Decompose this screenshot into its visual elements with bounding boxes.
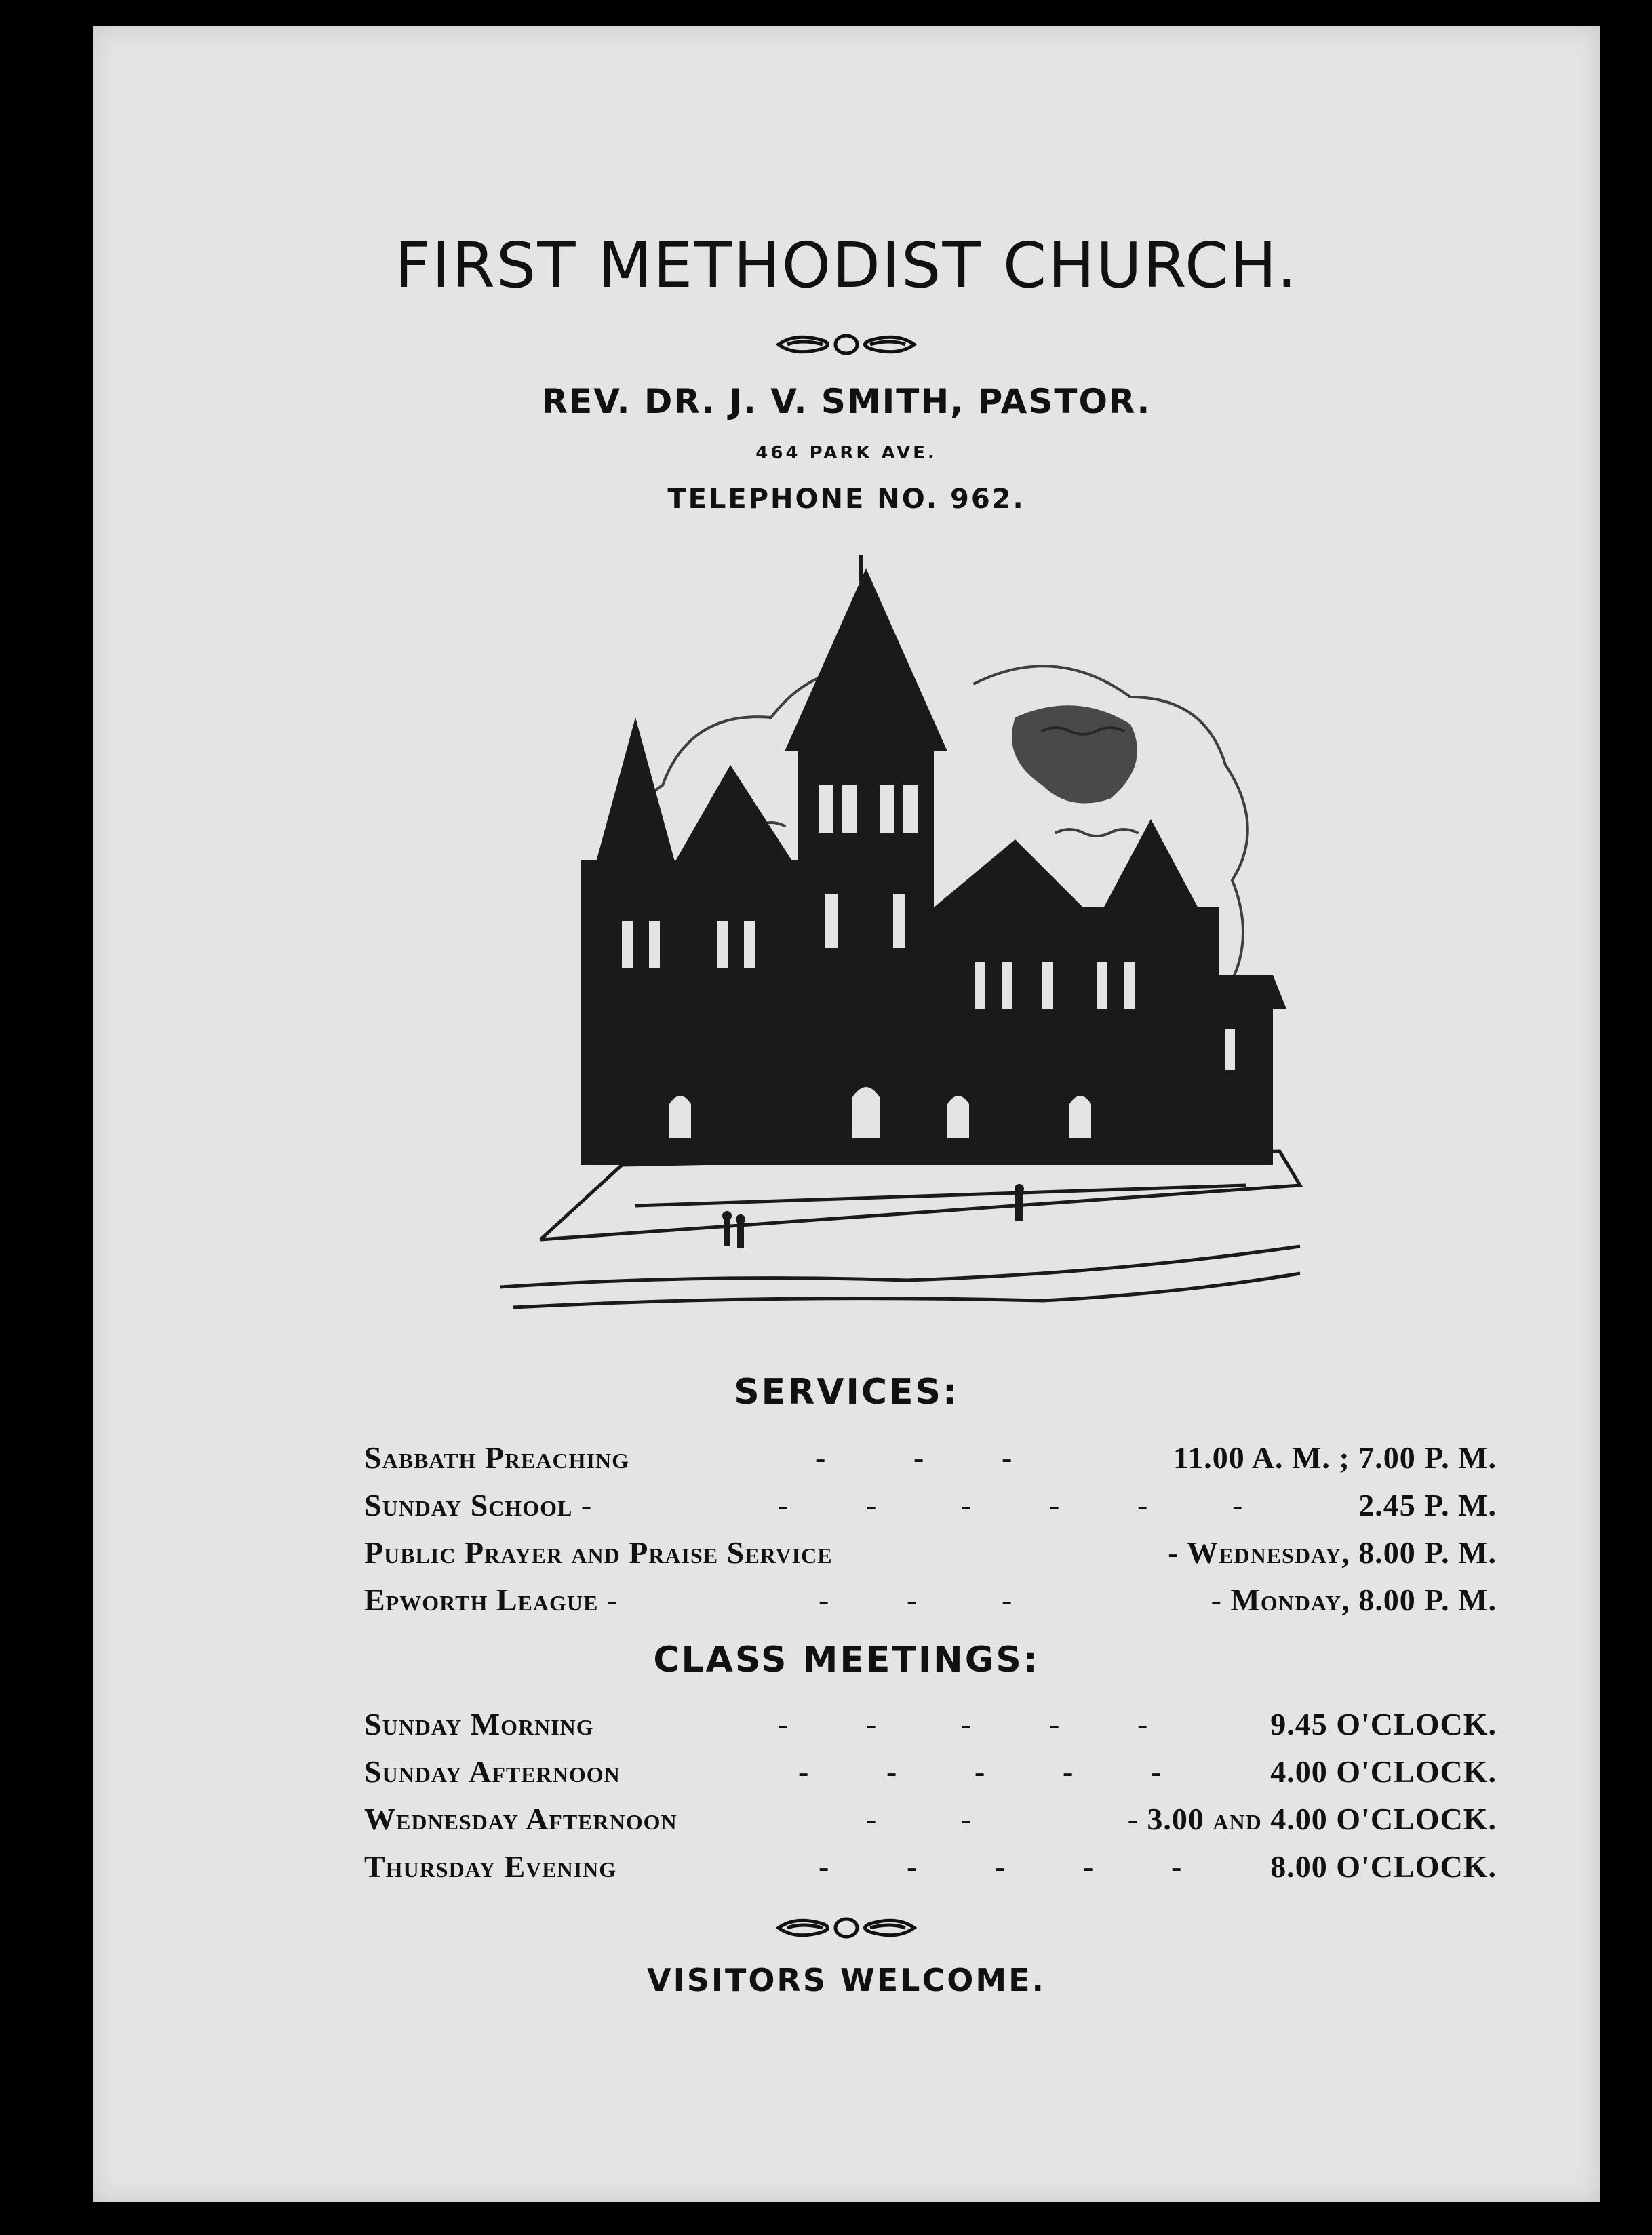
service-time: - Monday, 8.00 P. M. [1211,1583,1497,1617]
meeting-label: Wednesday Afternoon [364,1802,677,1836]
meeting-time: 9.45 O'CLOCK. [1270,1707,1497,1741]
service-row [364,1535,1497,1575]
telephone-line: TELEPHONE NO. 962. [667,483,1025,515]
church-card [93,26,1600,2202]
class-meetings-heading: CLASS MEETINGS: [653,1640,1040,1680]
service-row: Epworth League - - - - - Monday, 8.00 P. M. [364,1583,1497,1617]
service-label: Sabbath Preaching [364,1440,629,1475]
meeting-row: Sunday Morning - - - - - 9.45 O'CLOCK. [364,1707,1497,1741]
meeting-label: Sunday Morning [364,1707,594,1741]
service-label: Public Prayer and Praise Service [364,1535,833,1570]
church-title: FIRST METHODIST CHURCH. [394,229,1299,302]
visitors-welcome: VISITORS WELCOME. [646,1962,1046,1998]
bottom-ornament [775,1914,918,1941]
meeting-time: 8.00 O'CLOCK. [1270,1849,1497,1884]
service-time: 2.45 P. M. [1358,1488,1497,1522]
service-row: Sabbath Preaching - - - 11.00 A. M. ; 7.00 P. M. [364,1440,1497,1475]
top-ornament [775,331,918,358]
pastor-line: REV. DR. J. V. SMITH, PASTOR. [541,382,1152,421]
meeting-row: Thursday Evening - - - - - 8.00 O'CLOCK. [364,1849,1497,1884]
address-line: 464 PARK AVE. [755,443,937,463]
meeting-time: - 3.00 and 4.00 O'CLOCK. [1127,1802,1497,1836]
meeting-label: Thursday Evening [364,1849,617,1884]
church-engraving [500,541,1354,1389]
services-heading: SERVICES: [734,1372,959,1412]
meeting-time: 4.00 O'CLOCK. [1270,1754,1497,1789]
meeting-label: Sunday Afternoon [364,1754,621,1789]
service-label: Sunday School - [364,1488,593,1522]
meeting-row: Sunday Afternoon - - - - - 4.00 O'CLOCK. [364,1754,1497,1789]
service-time: 11.00 A. M. ; 7.00 P. M. [1173,1440,1497,1475]
meeting-row: Wednesday Afternoon - - - 3.00 and 4.00 O'CLOCK. [364,1802,1497,1836]
service-row: Sunday School - - - - - - - 2.45 P. M. [364,1488,1497,1522]
service-label: Epworth League - [364,1583,618,1617]
service-time: - Wednesday, 8.00 P. M. [1168,1535,1497,1570]
